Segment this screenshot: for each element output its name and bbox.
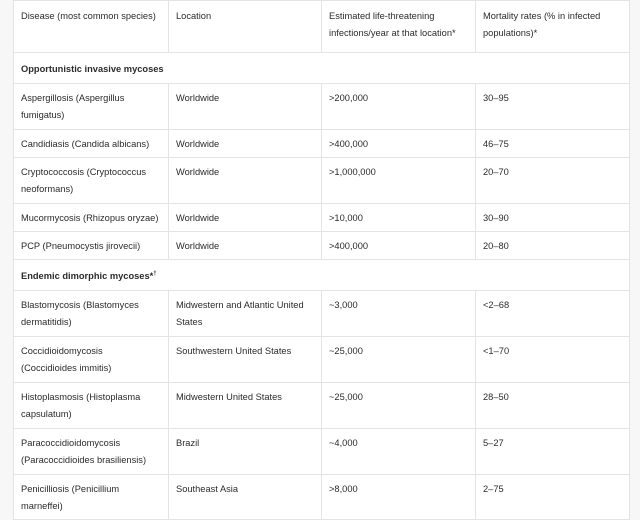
section-title: Endemic dimorphic mycoses* — [21, 271, 154, 281]
cell-infections: ~3,000 — [322, 291, 476, 337]
header-location: Location — [169, 1, 322, 53]
cell-mortality: 20–70 — [476, 158, 630, 204]
cell-disease: Aspergillosis (Aspergillus fumigatus) — [14, 84, 169, 130]
cell-location: Midwestern and Atlantic United States — [169, 291, 322, 337]
table-body — [14, 53, 630, 520]
cell-disease: Cryptococcosis (Cryptococcus neoformans) — [14, 158, 169, 204]
cell-mortality: 30–90 — [476, 204, 630, 232]
header-infections: Estimated life-threatening infections/year at that location* — [322, 1, 476, 53]
cell-mortality: <1–70 — [476, 337, 630, 383]
cell-disease: Candidiasis (Candida albicans) — [14, 130, 169, 158]
cell-infections: >400,000 — [322, 232, 476, 260]
cell-mortality: 20–80 — [476, 232, 630, 260]
cell-infections: >1,000,000 — [322, 158, 476, 204]
cell-mortality: 46–75 — [476, 130, 630, 158]
cell-infections: >8,000 — [322, 475, 476, 520]
header-disease: Disease (most common species) — [14, 1, 169, 53]
mycoses-table — [13, 0, 630, 520]
cell-infections: >10,000 — [322, 204, 476, 232]
table-row — [14, 158, 630, 204]
header-mortality: Mortality rates (% in infected populations)* — [476, 1, 630, 53]
cell-location: Southeast Asia — [169, 475, 322, 520]
section-title: Opportunistic invasive mycoses — [21, 64, 164, 74]
cell-mortality: <2–68 — [476, 291, 630, 337]
table-row — [14, 130, 630, 158]
cell-location: Worldwide — [169, 204, 322, 232]
cell-mortality: 30–95 — [476, 84, 630, 130]
cell-infections: ~25,000 — [322, 337, 476, 383]
cell-location: Worldwide — [169, 232, 322, 260]
cell-mortality: 5–27 — [476, 429, 630, 475]
section-title-cell — [14, 53, 630, 84]
table-row — [14, 337, 630, 383]
table-row — [14, 429, 630, 475]
cell-infections: >200,000 — [322, 84, 476, 130]
cell-location: Brazil — [169, 429, 322, 475]
table-row — [14, 204, 630, 232]
table-row — [14, 84, 630, 130]
table-header — [14, 1, 630, 53]
cell-disease: Paracoccidioidomycosis (Paracoccidioides brasiliensis) — [14, 429, 169, 475]
section-title-footnote: † — [153, 270, 157, 277]
cell-disease: Histoplasmosis (Histoplasma capsulatum) — [14, 383, 169, 429]
header-row — [14, 1, 630, 53]
cell-disease: Blastomycosis (Blastomyces dermatitidis) — [14, 291, 169, 337]
cell-mortality: 2–75 — [476, 475, 630, 520]
cell-infections: >400,000 — [322, 130, 476, 158]
table-row — [14, 475, 630, 520]
cell-location: Worldwide — [169, 158, 322, 204]
table-row — [14, 232, 630, 260]
cell-mortality: 28–50 — [476, 383, 630, 429]
cell-location: Southwestern United States — [169, 337, 322, 383]
cell-infections: ~4,000 — [322, 429, 476, 475]
cell-infections: ~25,000 — [322, 383, 476, 429]
table-row — [14, 291, 630, 337]
cell-location: Worldwide — [169, 84, 322, 130]
section-row — [14, 260, 630, 291]
section-title-cell — [14, 260, 630, 291]
cell-disease: Penicilliosis (Penicillium marneffei) — [14, 475, 169, 520]
cell-disease: Coccidioidomycosis (Coccidioides immitis) — [14, 337, 169, 383]
section-row — [14, 53, 630, 84]
table-row — [14, 383, 630, 429]
cell-disease: PCP (Pneumocystis jirovecii) — [14, 232, 169, 260]
cell-location: Midwestern United States — [169, 383, 322, 429]
cell-disease: Mucormycosis (Rhizopus oryzae) — [14, 204, 169, 232]
cell-location: Worldwide — [169, 130, 322, 158]
